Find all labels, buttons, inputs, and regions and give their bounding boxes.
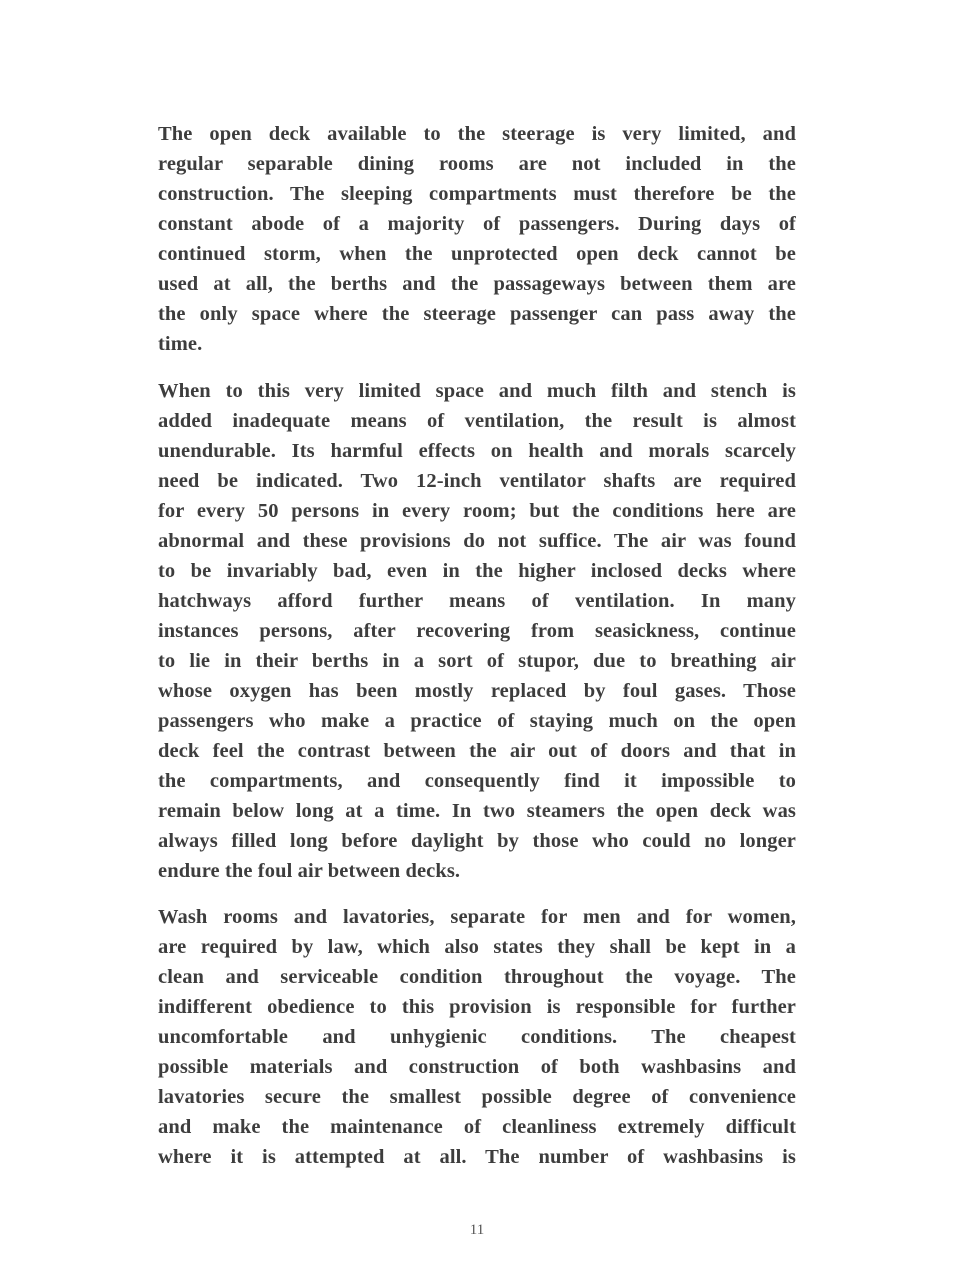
text-line: construction. The sleeping compartments must therefore be the [158,183,796,205]
text-line: used at all, the berths and the passageways between them are [158,273,796,295]
text-line: indifferent obedience to this provision is responsible for further [158,996,796,1018]
text-line: unendurable. Its harmful effects on health and morals scarcely [158,440,796,462]
text-line: abnormal and these provisions do not suffice. The air was found [158,530,796,552]
text-line: When to this very limited space and much filth and stench is [158,380,796,402]
text-line: are required by law, which also states they shall be kept in a [158,936,796,958]
text-line: hatchways afford further means of ventilation. In many [158,590,796,612]
text-line: continued storm, when the unprotected open deck cannot be [158,243,796,265]
text-line: remain below long at a time. In two steamers the open deck was [158,800,796,822]
text-line: passengers who make a practice of staying much on the open [158,710,796,732]
text-line: always filled long before daylight by those who could no longer [158,830,796,852]
text-line: for every 50 persons in every room; but the conditions here are [158,500,796,522]
text-line: time. [158,333,203,355]
text-line: uncomfortable and unhygienic conditions. The cheapest [158,1026,796,1048]
text-line: Wash rooms and lavatories, separate for men and for women, [158,906,796,928]
text-line: possible materials and construction of both washbasins and [158,1056,796,1078]
text-line: instances persons, after recovering from seasickness, continue [158,620,796,642]
text-line: added inadequate means of ventilation, the result is almost [158,410,796,432]
text-line: need be indicated. Two 12-inch ventilator shafts are required [158,470,796,492]
text-line: constant abode of a majority of passengers. During days of [158,213,796,235]
text-line: the compartments, and consequently find it impossible to [158,770,796,792]
text-line: whose oxygen has been mostly replaced by foul gases. Those [158,680,796,702]
text-line: where it is attempted at all. The number of washbasins is [158,1146,796,1168]
paragraph-2 [158,376,796,886]
text-line: to lie in their berths in a sort of stupor, due to breathing air [158,650,796,672]
paragraph-3 [158,902,796,1172]
text-line: The open deck available to the steerage is very limited, and [158,123,796,145]
text-line: deck feel the contrast between the air out of doors and that in [158,740,796,762]
text-line: to be invariably bad, even in the higher inclosed decks where [158,560,796,582]
text-line: the only space where the steerage passenger can pass away the [158,303,796,325]
text-line: lavatories secure the smallest possible degree of convenience [158,1086,796,1108]
text-line: and make the maintenance of cleanliness extremely difficult [158,1116,796,1138]
paragraph-1 [158,119,796,359]
page-number: 11 [469,1222,485,1238]
text-line: clean and serviceable condition throughout the voyage. The [158,966,796,988]
text-line: regular separable dining rooms are not included in the [158,153,796,175]
text-line: endure the foul air between decks. [158,860,461,882]
